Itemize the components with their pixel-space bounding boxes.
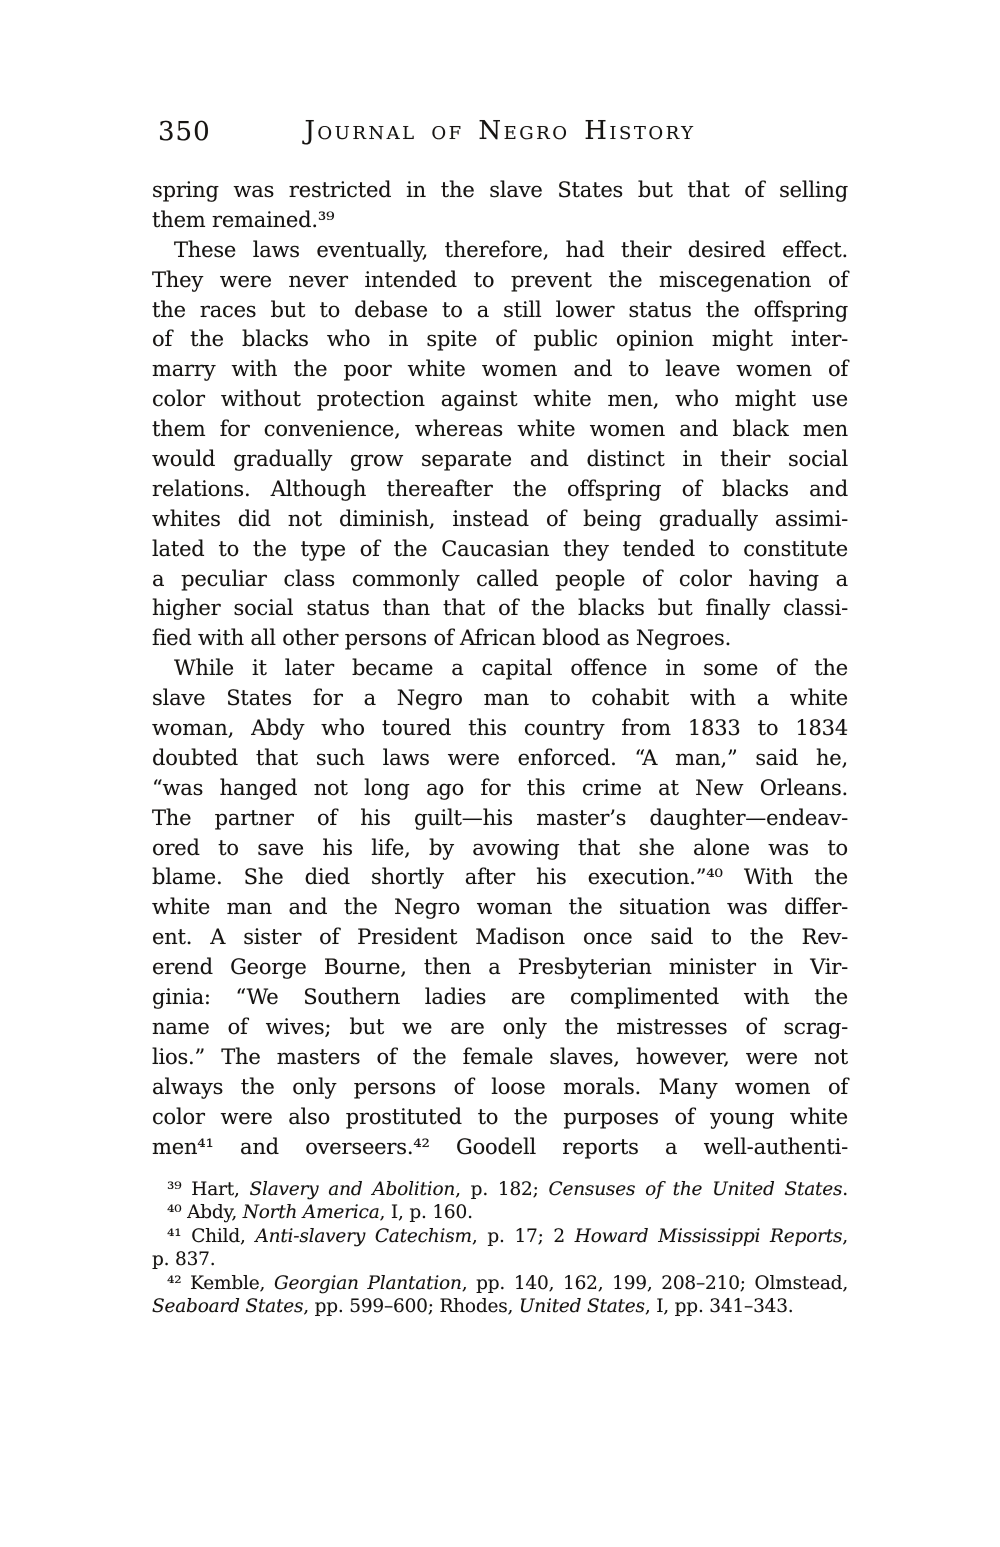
footnote-line: [152, 1225, 848, 1248]
footnote-text: , I, p. 160.: [379, 1202, 473, 1224]
footnote-text: p. 837.: [152, 1249, 216, 1271]
footnote-title-italic: Georgian Plantation: [273, 1272, 462, 1294]
text-line: They were never intended to prevent the miscegenation of: [152, 267, 848, 292]
text-line: While it later became a capital offence in some of the: [174, 656, 848, 681]
footnote-text: , p. 182;: [455, 1179, 549, 1200]
footnote-text: , I, pp. 341–343.: [644, 1295, 794, 1317]
footnote-text: , p. 17; 2: [471, 1225, 575, 1247]
footnote-text: ⁴¹ Child,: [167, 1225, 256, 1247]
text-line: “was hanged not long ago for this crime at New Orleans.: [152, 775, 848, 800]
footnote-text: .: [842, 1179, 848, 1200]
footnote-title-italic: Seaboard States: [152, 1295, 304, 1317]
text-line: doubted that such laws were enforced. “A man,” said he,: [152, 745, 848, 770]
footnote-title-italic: Slavery and Abolition: [249, 1179, 456, 1200]
text-line: These laws eventually, therefore, had their desired effect.: [174, 237, 848, 262]
footnote-title-italic: Howard Mississippi Reports: [574, 1225, 843, 1247]
text-line: spring was restricted in the slave States but that of selling: [152, 178, 848, 202]
text-line: relations. Although thereafter the offspring of blacks and: [152, 476, 848, 501]
footnote-line: [152, 1178, 848, 1201]
footnote-title-italic: United States: [518, 1295, 645, 1317]
footnote-text: ,: [842, 1225, 848, 1247]
text-line: would gradually grow separate and distinct in their social: [152, 447, 848, 472]
text-line: white man and the Negro woman the situation was differ-: [152, 895, 848, 920]
footnote-text: ⁴⁰ Abdy,: [167, 1202, 243, 1224]
text-line: erend George Bourne, then a Presbyterian minister in Vir-: [152, 955, 848, 980]
text-line: blame. She died shortly after his execution.”⁴⁰ With the: [152, 865, 848, 890]
text-line: the races but to debase to a still lower status the offspring: [152, 297, 848, 322]
text-line: ored to save his life, by avowing that she alone was to: [152, 835, 848, 860]
text-line: slave States for a Negro man to cohabit with a white: [152, 686, 848, 711]
text-line: color were also prostituted to the purposes of young white: [152, 1104, 848, 1129]
text-line: whites did not diminish, instead of being gradually assimi-: [152, 506, 848, 531]
text-line: higher social status than that of the blacks but finally classi-: [152, 596, 848, 621]
footnote-text: ⁴² Kemble,: [167, 1272, 274, 1294]
footnote-line: [152, 1201, 848, 1224]
text-line: men⁴¹ and overseers.⁴² Goodell reports a well-authenti-: [152, 1134, 848, 1159]
text-line: ent. A sister of President Madison once said to the Rev-: [152, 925, 848, 950]
text-line: woman, Abdy who toured this country from 1833 to 1834: [152, 716, 848, 741]
text-line: of the blacks who in spite of public opinion might inter-: [152, 327, 848, 352]
text-line: a peculiar class commonly called people of color having a: [152, 566, 848, 591]
footnote-line: [152, 1295, 848, 1318]
footnote-text: , pp. 140, 162, 199, 208–210; Olmstead,: [461, 1272, 849, 1294]
body-text: [152, 176, 848, 1162]
text-line: lios.” The masters of the female slaves, however, were not: [152, 1044, 848, 1069]
text-line: name of wives; but we are only the mistresses of scrag-: [152, 1014, 848, 1039]
footnote-text: ³⁹ Hart,: [167, 1179, 250, 1200]
footnote-line: [152, 1272, 848, 1295]
footnotes: [152, 1178, 848, 1318]
footnote-title-italic: Anti-slavery Catechism: [255, 1225, 472, 1247]
text-line: fied with all other persons of African blood as Negroes.: [152, 626, 732, 651]
footnote-title-italic: North America: [242, 1202, 380, 1224]
text-line: The partner of his guilt—his master’s daughter—endeav-: [152, 805, 848, 830]
footnote-line: [152, 1248, 848, 1271]
running-head: Journal of Negro History: [304, 116, 696, 146]
footnote-title-italic: Censuses of the United States: [548, 1179, 843, 1200]
text-line: them remained.³⁹: [152, 207, 335, 232]
text-line: color without protection against white men, who might use: [152, 387, 848, 412]
text-line: marry with the poor white women and to leave women of: [152, 357, 848, 382]
text-line: lated to the type of the Caucasian they tended to constitute: [152, 536, 848, 561]
text-line: always the only persons of loose morals. Many women of: [152, 1074, 848, 1099]
text-line: them for convenience, whereas white women and black men: [152, 417, 848, 442]
page-number: 350: [158, 117, 211, 147]
footnote-text: , pp. 599–600; Rhodes,: [303, 1295, 519, 1317]
text-line: ginia: “We Southern ladies are complimented with the: [152, 985, 848, 1010]
